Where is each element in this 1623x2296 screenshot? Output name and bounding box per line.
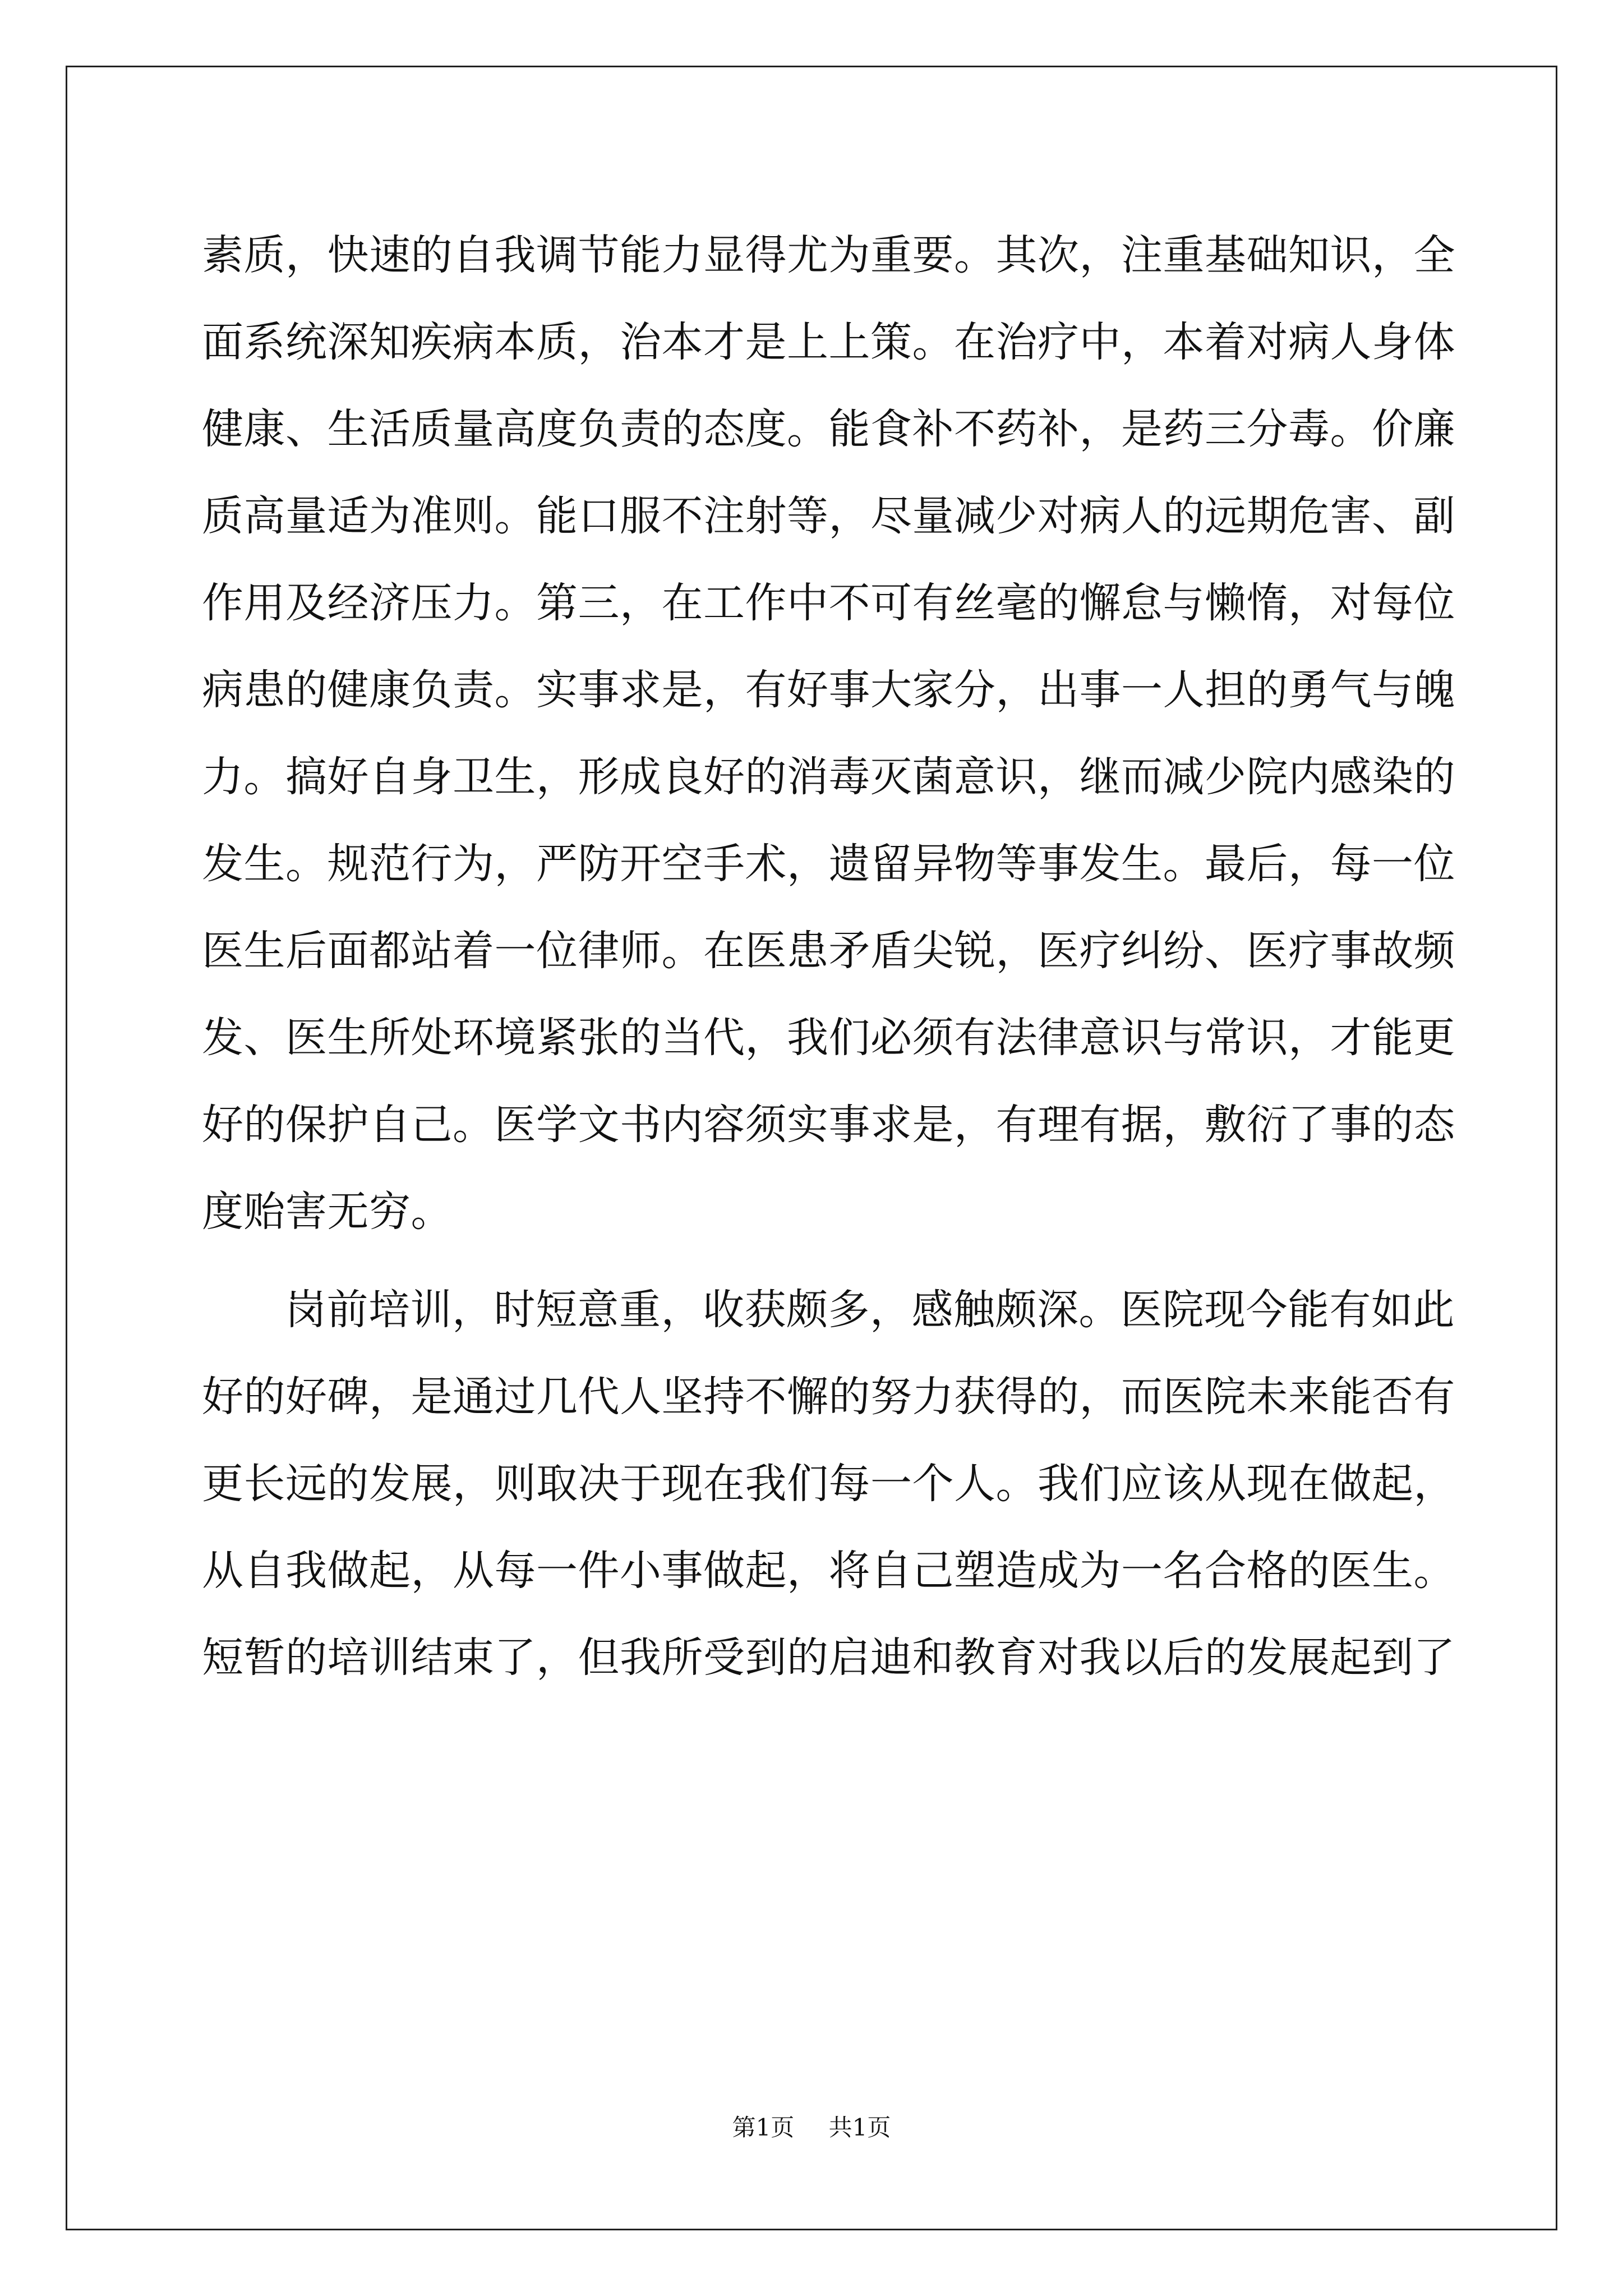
- text-line: 岗前培训，时短意重，收获颇多，感触颇深。医院现今能有如此: [285, 1286, 1455, 1334]
- text-line: 作用及经济压力。第三，在工作中不可有丝毫的懈怠与懒惰，对每位: [202, 579, 1455, 627]
- text-line: 病患的健康负责。实事求是，有好事大家分，出事一人担的勇气与魄: [202, 666, 1455, 714]
- text-line: 短暂的培训结束了，但我所受到的启迪和教育对我以后的发展起到了: [202, 1634, 1455, 1682]
- paragraph-1: [202, 212, 1455, 1255]
- page-footer: [0, 2114, 1623, 2142]
- text-line: 力。搞好自身卫生，形成良好的消毒灭菌意识，继而减少院内感染的: [202, 753, 1455, 801]
- text-line: 面系统深知疾病本质，治本才是上上策。在治疗中，本着对病人身体: [202, 318, 1455, 366]
- text-line: 好的保护自己。医学文书内容须实事求是，有理有据，敷衍了事的态: [202, 1101, 1455, 1149]
- paragraph-gap: [202, 1255, 1424, 1267]
- text-line: 质高量适为准则。能口服不注射等，尽量减少对病人的远期危害、副: [202, 492, 1455, 540]
- text-line: 医生后面都站着一位律师。在医患矛盾尖锐，医疗纠纷、医疗事故频: [202, 927, 1455, 975]
- text-line: 素质，快速的自我调节能力显得尤为重要。其次，注重基础知识，全: [202, 231, 1455, 279]
- text-line: 好的好碑，是通过几代人坚持不懈的努力获得的，而医院未来能否有: [202, 1373, 1455, 1421]
- text-line: 度贻害无穷。: [202, 1188, 453, 1236]
- text-line: 更长远的发展，则取决于现在我们每一个人。我们应该从现在做起，: [202, 1460, 1455, 1508]
- text-line: 健康、生活质量高度负责的态度。能食补不药补，是药三分毒。价廉: [202, 405, 1455, 453]
- page-total: 共1页: [828, 2114, 891, 2141]
- text-line: 发生。规范行为，严防开空手术，遗留异物等事发生。最后，每一位: [202, 840, 1455, 888]
- text-line: 从自我做起，从每一件小事做起，将自己塑造成为一名合格的医生。: [202, 1547, 1455, 1595]
- page-number: 第1页: [732, 2114, 795, 2141]
- text-line: 发、医生所处环境紧张的当代，我们必须有法律意识与常识，才能更: [202, 1014, 1455, 1062]
- document-body: [202, 212, 1455, 1701]
- paragraph-2: [202, 1267, 1455, 1701]
